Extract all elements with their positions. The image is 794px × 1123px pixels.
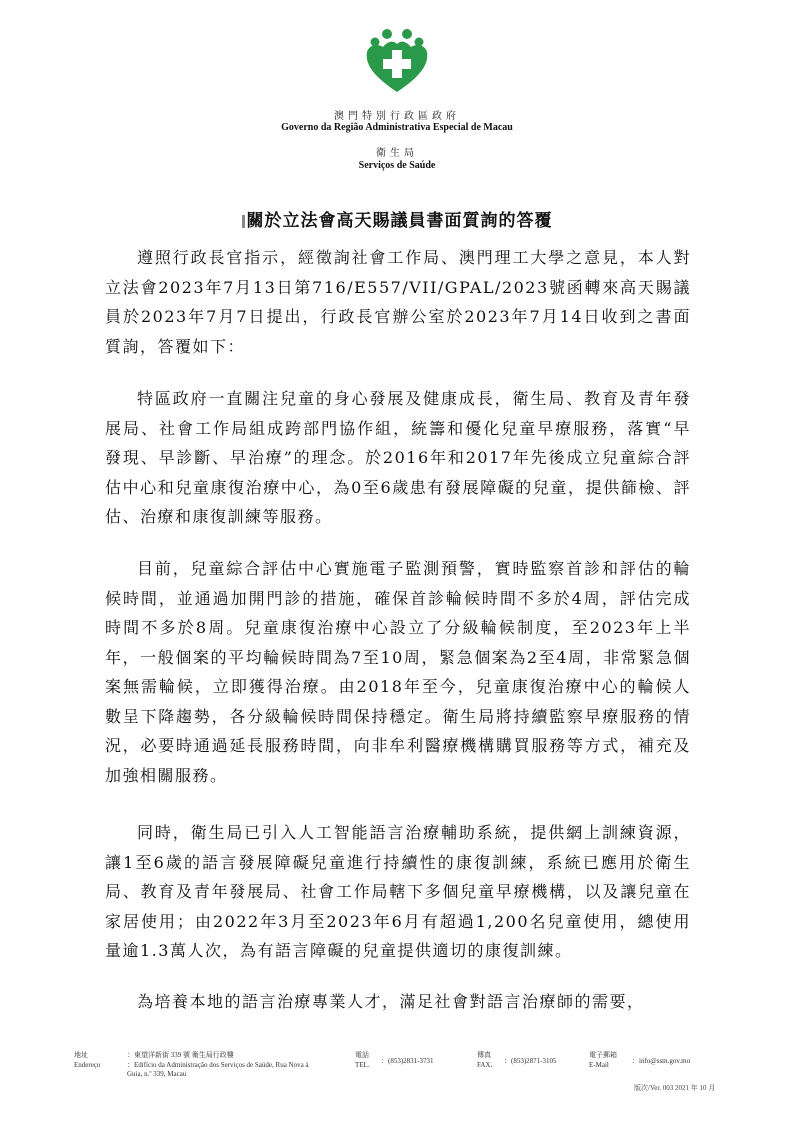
tel-value: ：(853)2831-3731 xyxy=(381,1057,434,1065)
department-name-chinese: 衛生局 xyxy=(376,148,418,159)
paragraph-2-container xyxy=(105,384,691,532)
paragraph: 遵照行政長官指示，經徵詢社會工作局、澳門理工大學之意見，本人對立法會2023年7月13日第716/E557/VII/GPAL/2023號函轉來高天賜議員於2023年7月7日提出，行政長官辦公室於2023年7月14日收到之書面質詢，答覆如下： xyxy=(105,248,691,356)
paragraph: 特區政府一直關注兒童的身心發展及健康成長，衛生局、教育及青年發展局、社會工作局組成跨部門協作組，統籌和優化兒童早療服務，落實“早發現、早診斷、早治療”的理念。於2016年和2017年先後成立兒童綜合評估中心和兒童康復治療中心，為0至6歲患有發展障礙的兒童，提供篩檢、評估、治療和康復訓練等服務。 xyxy=(105,389,691,526)
fax-value: ：(853)2871-3105 xyxy=(504,1057,557,1065)
government-name-portuguese: Governo da Região Administrativa Especial de Macau xyxy=(281,122,513,133)
fax-label: 傳真 FAX. xyxy=(477,1051,493,1069)
version-label: 版次/Ver. 003 2021 年 10 月 xyxy=(634,1084,716,1092)
paragraph-4-container xyxy=(105,818,691,966)
paragraph: 同時，衛生局已引入人工智能語言治療輔助系統，提供網上訓練資源，讓1至6歲的語言發展障礙兒童進行持續性的康復訓練，系統已應用於衛生局、教育及青年發展局、社會工作局轄下多個兒童早療機構，以及讓兒童在家居使用；由2022年3月至2023年6月有超過1,200名兒童使用，總使用量逾1.3萬人次，為有語言障礙的兒童提供適切的康復訓練。 xyxy=(105,823,691,960)
government-name-chinese: 澳門特別行政區政府 xyxy=(334,111,460,122)
health-services-logo xyxy=(363,28,431,94)
address-value: ：東望洋新街 339 號 衛生局行政樓 ：Edifício da Administração dos Serviços de Saúde, Rua Nova à Guia, n.º 339, Macau xyxy=(127,1051,309,1078)
address-label: 地址 Endereço xyxy=(74,1051,101,1069)
document-title xyxy=(0,206,794,231)
email-value: ：info@ssm.gov.mo xyxy=(632,1057,691,1065)
paragraph-1-container xyxy=(105,243,691,361)
tel-label: 電話 TEL. xyxy=(355,1051,370,1069)
title-marker xyxy=(242,215,245,228)
paragraph-3-container xyxy=(105,554,691,790)
department-name-portuguese: Serviços de Saúde xyxy=(358,160,436,171)
paragraph-5-container xyxy=(105,987,691,1017)
document-title-text: 關於立法會高天賜議員書面質詢的答覆 xyxy=(246,211,553,231)
paragraph: 目前，兒童綜合評估中心實施電子監測預警，實時監察首診和評估的輪候時間，並通過加開門診的措施，確保首診輪候時間不多於4周，評估完成時間不多於8周。兒童康復治療中心設立了分級輪候制度，至2023年上半年，一般個案的平均輪候時間為7至10周，緊急個案為2至4周，非常緊急個案無需輪候，立即獲得治療。由2018年至今，兒童康復治療中心的輪候人數呈下降趨勢，各分級輪候時間保持穩定。衛生局將持續監察早療服務的情況，必要時通過延長服務時間，向非牟利醫療機構購買服務等方式，補充及加強相關服務。 xyxy=(105,559,691,785)
email-label: 電子郵箱 E-Mail xyxy=(589,1051,617,1069)
paragraph: 為培養本地的語言治療專業人才，滿足社會對語言治療師的需要， xyxy=(137,992,645,1011)
